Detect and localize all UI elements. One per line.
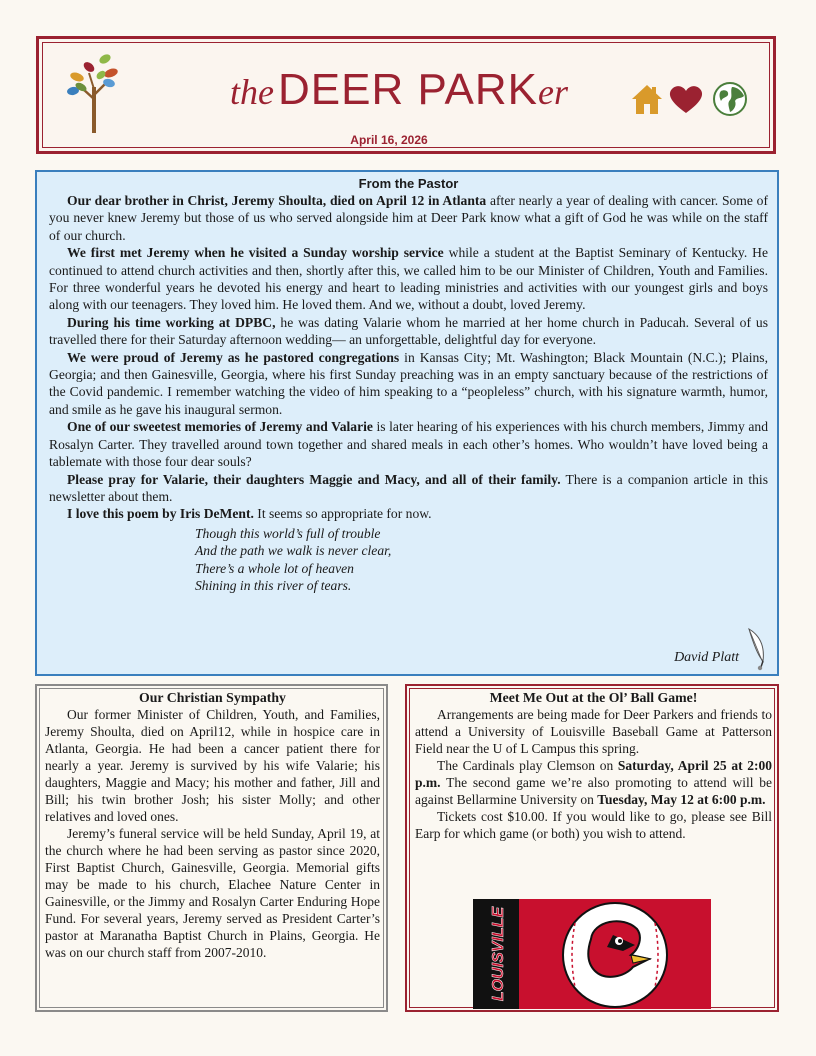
sympathy-paragraph: Our former Minister of Children, Youth, and Families, Jeremy Shoulta, died on April12, while in hospice care in Atlanta, Georgia. He had been a cancer patient there for nearly a year. Jeremy is survived by his wife Valarie; his daughters, Maggie and Macy; his mother and father, Jill and Bill; his twin brother Josh; his sister Molly; and other relatives and loved ones. (45, 707, 380, 824)
sympathy-title: Our Christian Sympathy (139, 690, 286, 705)
ballgame-article (405, 684, 779, 1012)
louisville-wordmark: LOUISVILLE (490, 906, 507, 1002)
poem-line: Though this world’s full of trouble (195, 525, 381, 541)
pastor-article (35, 170, 779, 676)
masthead (36, 36, 776, 154)
title-suffix: er (538, 72, 568, 112)
pastor-paragraph: I love this poem by Iris DeMent. It seems so appropriate for now. (67, 506, 432, 522)
sympathy-paragraph: Jeremy’s funeral service will be held Sunday, April 19, at the church where he had been serving as pastor since 2020, First Baptist Church, Gainesville, Georgia. Memorial gifts may be made to his church, Elachee Nature Center in Gainesville, or the Jimmy and Rosalyn Carter Enduring Hope Fund. For several years, Jeremy served as President Carter’s pastor at Maranatha Baptist Church in Plains, Georgia. He was on our church staff from 2007-2010. (45, 826, 380, 960)
house-icon (632, 85, 662, 114)
newsletter-title (169, 65, 629, 115)
louisville-cardinals-logo (473, 899, 711, 1009)
poem-line: And the path we walk is never clear, (195, 543, 392, 559)
ballgame-paragraph: Tickets cost $10.00. If you would like to go, please see Bill Earp for which game (or both) you wish to attend. (415, 809, 772, 841)
title-main: DEER PARK (277, 65, 538, 114)
pastor-paragraph: We first met Jeremy when he visited a Sunday worship service while a student at the Baptist Seminary of Kentucky. He continued to attend church activities and then, shortly after this, we called him to be our Minister of Children, Youth and Families. For three wonderful years he devoted his energy and heart to leading ministries and activities with our youngest girls and boys along with our teenagers. They loved him. He loved them. And we, without a doubt, loved Jeremy. (49, 245, 768, 313)
pastor-paragraph: One of our sweetest memories of Jeremy and Valarie is later hearing of his experiences with his church members, Jimmy and Rosalyn Carter. They travelled around town together and shared meals in each other’s homes. Who wouldn’t have loved being a tablemate with those four dear souls? (49, 419, 768, 470)
tree-logo-icon (65, 49, 123, 135)
masthead-icons (629, 79, 759, 119)
issue-date: April 16, 2026 (350, 133, 428, 147)
ballgame-title: Meet Me Out at the Ol’ Ball Game! (489, 690, 698, 705)
poem (195, 525, 768, 595)
heart-icon (670, 86, 702, 113)
pastor-signature: David Platt (674, 649, 739, 665)
quill-icon (745, 627, 769, 671)
pastor-paragraph: During his time working at DPBC, he was dating Valarie whom he married at her home church in Paducah. Several of us travelled there for their Saturday afternoon wedding— an unforgettable, delightful day for everyone. (49, 314, 768, 348)
pastor-paragraph: Our dear brother in Christ, Jeremy Shoulta, died on April 12 in Atlanta after nearly a year of dealing with cancer. Some of you never knew Jeremy but those of us who served alongside him at Deer Park know what a gift of God he was while on the staff of our church. (49, 193, 768, 243)
title-prefix: the (229, 72, 274, 112)
poem-line: There’s a whole lot of heaven (195, 560, 354, 576)
globe-icon (714, 83, 746, 115)
pastor-paragraph: Please pray for Valarie, their daughters Maggie and Macy, and all of their family. There is a companion article in this newsletter about them. (49, 471, 768, 504)
pastor-paragraph: We were proud of Jeremy as he pastored congregations in Kansas City; Mt. Washington; Black Mountain (N.C.); Plains, Georgia; and then Gainesville, Georgia, where his first Sunday preaching was in an empty sanctuary because of the restrictions of the Covid pandemic. I remember watching the video of him speaking to a “peopleless” church, with his signature warmth, humor, and smile as he gave his inaugural sermon. (49, 349, 768, 417)
ballgame-paragraph: The Cardinals play Clemson on Saturday, April 25 at 2:00 p.m. The second game we’re also promoting to attend will be against Bellarmine University on Tuesday, May 12 at 6:00 p.m. (415, 758, 772, 807)
sympathy-article (35, 684, 388, 1012)
pastor-heading: From the Pastor (358, 176, 459, 191)
ballgame-paragraph: Arrangements are being made for Deer Parkers and friends to attend a University of Louisville Baseball Game at Patterson Field near the U of L Campus this spring. (415, 707, 772, 756)
poem-line: Shining in this river of tears. (195, 577, 352, 593)
